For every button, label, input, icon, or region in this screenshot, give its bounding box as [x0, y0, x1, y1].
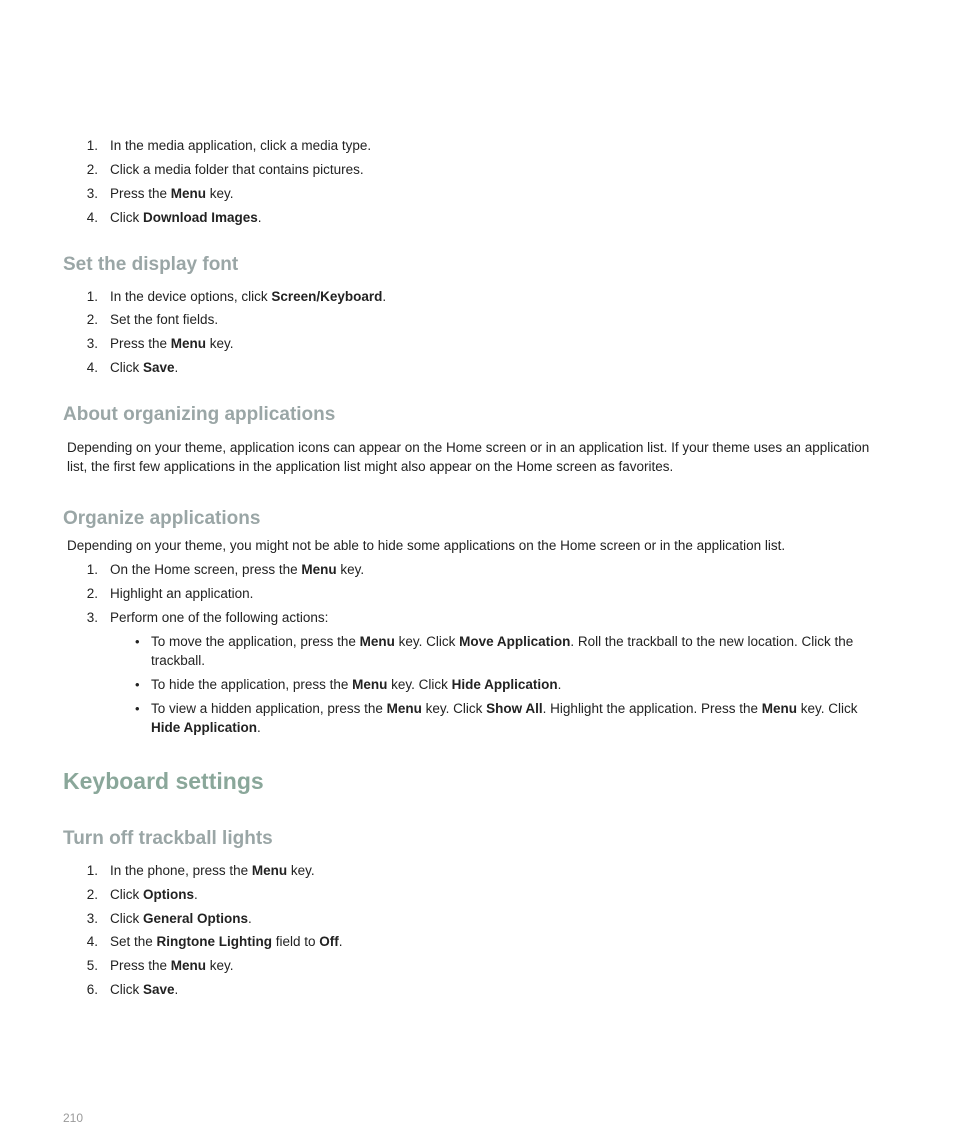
- ui-term: Options: [143, 887, 194, 902]
- ui-term: Menu: [170, 336, 207, 351]
- step-text: In the device options, click Screen/Keyboard.: [110, 289, 387, 304]
- step-text: Click a media folder that contains pictures.: [110, 162, 364, 177]
- step-number: 2.: [86, 312, 98, 327]
- ui-term: Menu: [761, 701, 798, 716]
- ui-term: Menu: [352, 677, 388, 692]
- step-text: Press the Menu key.: [110, 958, 234, 973]
- ui-term: Ringtone Lighting: [156, 934, 273, 949]
- ui-term: Save: [143, 982, 175, 997]
- bullet-marker: •: [135, 634, 140, 649]
- step-text: Click Download Images.: [110, 210, 262, 225]
- step-text: Perform one of the following actions:: [110, 610, 329, 625]
- ui-term: Hide Application: [451, 677, 558, 692]
- step-text: Set the font fields.: [110, 312, 219, 327]
- step-number: 3.: [86, 911, 98, 926]
- step-number: 5.: [86, 958, 98, 973]
- step-number: 1.: [86, 289, 98, 304]
- bullet-line: trackball.: [151, 653, 206, 668]
- step-text: Highlight an application.: [110, 586, 254, 601]
- step-text: Click Save.: [110, 982, 179, 997]
- step-text: Click General Options.: [110, 911, 252, 926]
- step-number: 2.: [86, 887, 98, 902]
- bullet-line: To move the application, press the Menu key. Click Move Application. Roll the trackball to the new location. Click the: [151, 634, 854, 649]
- ui-term: Screen/Keyboard: [271, 289, 383, 304]
- ui-term: Download Images: [143, 210, 258, 225]
- ui-term: Hide Application: [151, 720, 258, 735]
- ui-term: Menu: [359, 634, 395, 649]
- page-number: 210: [63, 1111, 84, 1125]
- step-number: 3.: [86, 336, 98, 351]
- ui-term: Menu: [301, 562, 337, 577]
- ui-term: General Options: [143, 911, 249, 926]
- chapter-heading-keyboard-settings: Keyboard settings: [63, 768, 264, 794]
- paragraph-line: Depending on your theme, application icons can appear on the Home screen or in an application list. If your theme uses an application: [67, 440, 870, 455]
- step-number: 2.: [86, 586, 98, 601]
- step-text: In the media application, click a media type.: [110, 138, 372, 153]
- section-heading-organize: Organize applications: [63, 508, 261, 529]
- step-number: 6.: [86, 982, 98, 997]
- section-heading-trackball-lights: Turn off trackball lights: [63, 828, 273, 849]
- step-number: 4.: [86, 934, 98, 949]
- step-number: 2.: [86, 162, 98, 177]
- paragraph-line: list, the first few applications in the application list might also appear on the Home screen as favorites.: [67, 459, 674, 474]
- ui-term: Off: [319, 934, 339, 949]
- step-number: 1.: [86, 863, 98, 878]
- step-text: On the Home screen, press the Menu key.: [110, 562, 365, 577]
- step-number: 4.: [86, 360, 98, 375]
- bullet-line: To hide the application, press the Menu key. Click Hide Application.: [151, 677, 562, 692]
- step-text: Press the Menu key.: [110, 336, 234, 351]
- step-number: 3.: [86, 186, 98, 201]
- ui-term: Menu: [251, 863, 288, 878]
- ui-term: Move Application: [459, 634, 571, 649]
- ui-term: Menu: [386, 701, 422, 716]
- section-heading-display-font: Set the display font: [63, 254, 239, 275]
- bullet-line: To view a hidden application, press the Menu key. Click Show All. Highlight the application. Press the Menu key. Click: [151, 701, 858, 716]
- step-number: 4.: [86, 210, 98, 225]
- step-text: Click Save.: [110, 360, 179, 375]
- about-organizing-paragraph: [67, 438, 897, 476]
- step-number: 1.: [86, 138, 98, 153]
- ui-term: Menu: [170, 958, 207, 973]
- step-text: In the phone, press the Menu key.: [110, 863, 315, 878]
- step-text: Press the Menu key.: [110, 186, 234, 201]
- step-number: 3.: [86, 610, 98, 625]
- step-text: Click Options.: [110, 887, 198, 902]
- bullet-line: Hide Application.: [151, 720, 261, 735]
- organize-intro: Depending on your theme, you might not be able to hide some applications on the Home screen or in the application list.: [67, 538, 786, 553]
- step-number: 1.: [86, 562, 98, 577]
- section-heading-about-organizing: About organizing applications: [63, 404, 336, 425]
- ui-term: Save: [143, 360, 175, 375]
- bullet-marker: •: [135, 677, 140, 692]
- ui-term: Menu: [170, 186, 207, 201]
- step-text: Set the Ringtone Lighting field to Off.: [110, 934, 343, 949]
- bullet-marker: •: [135, 701, 140, 716]
- ui-term: Show All: [486, 701, 543, 716]
